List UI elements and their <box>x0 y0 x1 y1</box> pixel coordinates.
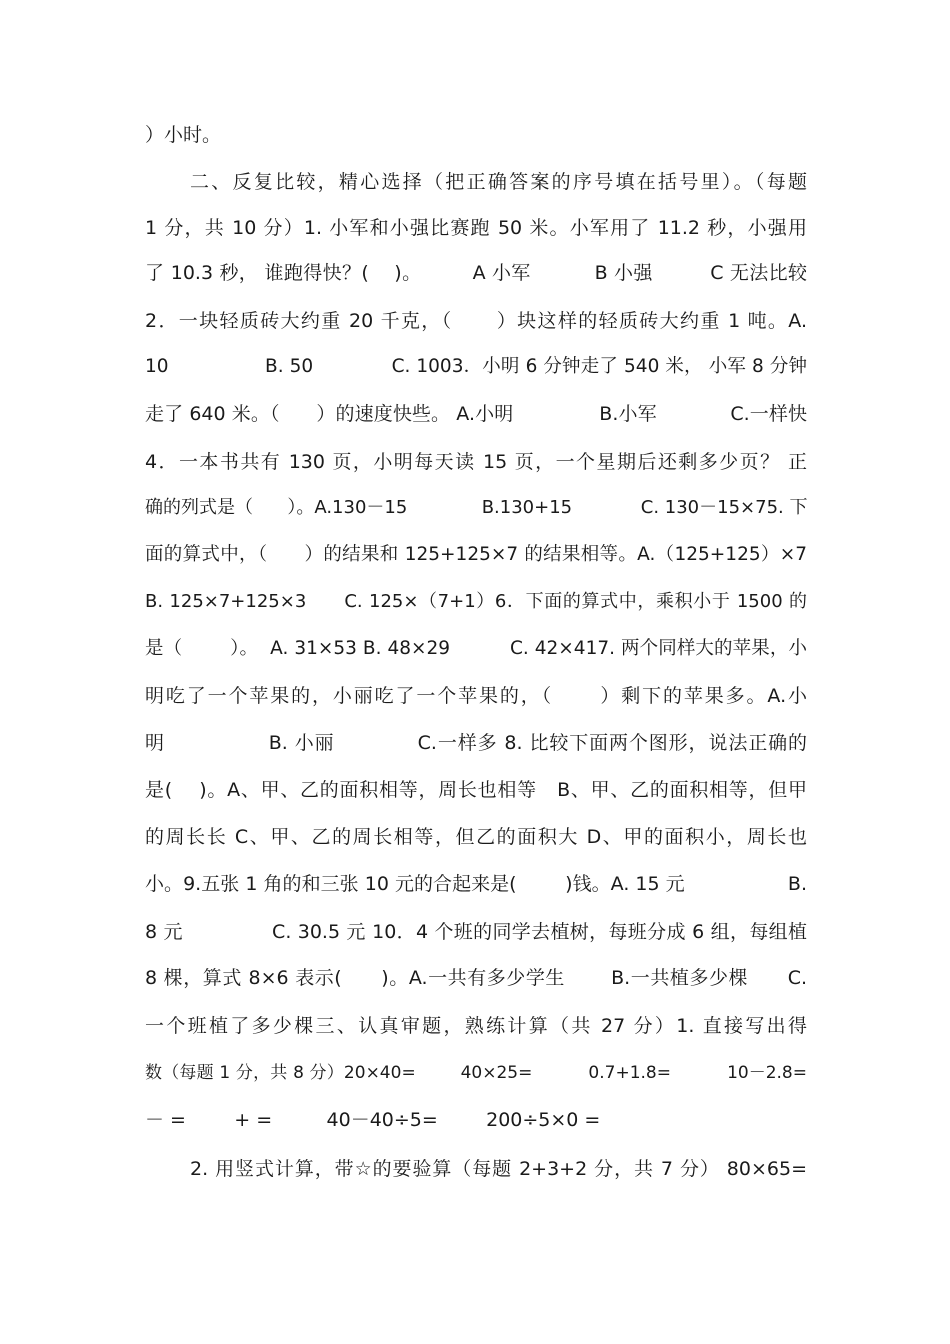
text-line: B. 125×7+125×3 C. 125×（7+1）6．下面的算式中，乘积小于 1500 的 <box>145 591 807 612</box>
text-line: 是（ ）。 A. 31×53 B. 48×29 C. 42×417. 两个同样大的苹果，小 <box>145 638 807 659</box>
text-line: 面的算式中，（ ）的结果和 125+125×7 的结果相等。A.（125+125）×7 <box>145 544 807 565</box>
text-line: 8 棵，算式 8×6 表示( )。A.一共有多少学生 B.一共植多少棵 C. <box>145 967 807 989</box>
text-line: 走了 640 米。（ ）的速度快些。 A.小明 B.小军 C.一样快 <box>145 403 807 425</box>
text-line: ）小时。 <box>145 124 222 146</box>
text-line: － = + = 40－40÷5= 200÷5×0 = <box>145 1109 601 1131</box>
text-line: 1 分，共 10 分）1. 小军和小强比赛跑 50 米。小军用了 11.2 秒，小强用 <box>145 217 807 239</box>
text-line: 数（每题 1 分，共 8 分）20×40= 40×25= 0.7+1.8= 10－2.8= <box>145 1063 807 1083</box>
text-line: 是( )。A、甲、乙的面积相等，周长也相等 B、甲、乙的面积相等，但甲 <box>145 779 807 801</box>
text-line: 确的列式是（ ）。A.130－15 B.130+15 C. 130－15×75. 下 <box>145 497 808 518</box>
text-line: 明吃了一个苹果的，小丽吃了一个苹果的，（ ）剩下的苹果多。A.小 <box>145 685 807 707</box>
text-line: 8 元 C. 30.5 元 10．4 个班的同学去植树，每班分成 6 组，每组植 <box>145 921 807 943</box>
text-line: 10 B. 50 C. 1003．小明 6 分钟走了 540 米， 小军 8 分钟 <box>145 356 807 377</box>
text-line: 的周长长 C、甲、乙的周长相等，但乙的面积大 D、甲的面积小，周长也 <box>145 826 807 848</box>
text-line: 2. 用竖式计算，带☆的要验算（每题 2+3+2 分，共 7 分） 80×65= <box>190 1158 807 1180</box>
text-line: 2．一块轻质砖大约重 20 千克，（ ）块这样的轻质砖大约重 1 吨。A. <box>145 310 807 332</box>
text-line: 一个班植了多少棵三、认真审题，熟练计算（共 27 分）1. 直接写出得 <box>145 1015 807 1037</box>
text-line: 小。9.五张 1 角的和三张 10 元的合起来是( )钱。A. 15 元 B. <box>145 873 807 895</box>
text-line: 4．一本书共有 130 页，小明每天读 15 页，一个星期后还剩多少页？ 正 <box>145 451 807 473</box>
text-line: 明 B. 小丽 C.一样多 8. 比较下面两个图形，说法正确的 <box>145 732 807 754</box>
text-line: 了 10.3 秒， 谁跑得快？( )。 A 小军 B 小强 C 无法比较 <box>145 262 807 284</box>
section-heading-line: 二、反复比较，精心选择（把正确答案的序号填在括号里）。（每题 <box>190 171 807 193</box>
